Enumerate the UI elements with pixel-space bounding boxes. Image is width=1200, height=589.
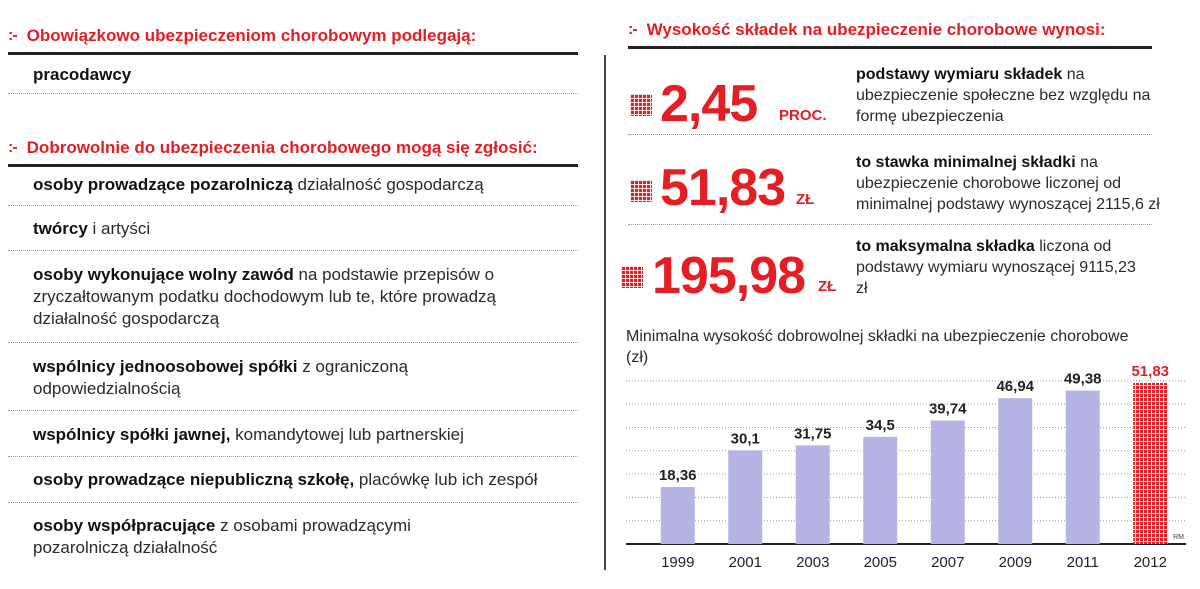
bar bbox=[863, 437, 897, 544]
item-rest: na podstawie przepisów o zryczałtowanym podatku dochodowym lub te, które prowadzą działalność gospodarczą bbox=[33, 265, 497, 328]
x-tick-label: 2007 bbox=[931, 554, 965, 571]
bar-value-label: 18,36 bbox=[658, 466, 697, 484]
grid-square-icon bbox=[621, 266, 643, 288]
list-item bbox=[33, 218, 578, 240]
dotted-divider bbox=[628, 224, 1152, 225]
bar bbox=[728, 450, 762, 544]
stat-desc-rest: na ubezpieczenie społeczne bez względu na formę ubezpieczenia bbox=[856, 66, 1151, 125]
bar bbox=[1066, 391, 1100, 544]
stat-unit: ZŁ bbox=[818, 278, 837, 295]
dotted-divider bbox=[628, 134, 1152, 135]
dotted-divider bbox=[8, 502, 578, 503]
stat-description bbox=[856, 236, 1146, 299]
stat-unit: PROC. bbox=[779, 107, 827, 124]
grid-square-icon bbox=[630, 94, 652, 116]
item-bold: pracodawcy bbox=[33, 65, 132, 84]
section-marker-icon: :- bbox=[8, 139, 17, 156]
dotted-divider bbox=[8, 342, 578, 343]
stat-value: 195,98 bbox=[652, 247, 806, 305]
divider bbox=[8, 52, 578, 55]
dotted-divider bbox=[8, 250, 578, 251]
chart-title: Minimalna wysokość dobrowolnej składki na ubezpieczenie chorobowe (zł) bbox=[626, 328, 1129, 366]
stat-desc-rest: liczona od podstawy wymiaru wynoszącej 9115,23 zł bbox=[856, 238, 1136, 297]
x-tick-label: 2012 bbox=[1133, 554, 1167, 571]
stat-value: 51,83 bbox=[660, 159, 786, 217]
grid-square-icon bbox=[630, 180, 652, 202]
bar bbox=[931, 421, 965, 544]
bar bbox=[998, 398, 1032, 544]
bar-value-label: 30,1 bbox=[730, 430, 760, 448]
credit-label: RM bbox=[1173, 534, 1184, 541]
rates-heading-text: Wysokość składek na ubezpieczenie chorobowe wynosi: bbox=[646, 20, 1106, 39]
x-tick-label: 2005 bbox=[863, 554, 897, 571]
voluntary-heading-text: Dobrowolnie do ubezpieczenia chorobowego mogą się zgłosić: bbox=[26, 138, 538, 157]
section-marker-icon: :- bbox=[8, 27, 17, 44]
item-rest: i artyści bbox=[87, 219, 151, 238]
stat-desc-bold: podstawy wymiaru składek bbox=[856, 66, 1063, 83]
bar-value-label: 49,38 bbox=[1063, 370, 1102, 388]
x-tick-label: 2003 bbox=[796, 554, 830, 571]
list-item bbox=[33, 469, 578, 491]
rates-heading bbox=[628, 20, 1105, 40]
list-item bbox=[33, 356, 473, 400]
dotted-divider bbox=[8, 93, 578, 94]
item-bold: osoby współpracujące bbox=[33, 516, 216, 535]
stat-desc-rest: na ubezpieczenie chorobowe liczonej od minimalnej podstawy wynoszącej 2115,6 zł bbox=[856, 154, 1160, 213]
bar bbox=[796, 445, 830, 544]
item-bold: osoby prowadzące pozarolniczą bbox=[33, 175, 293, 194]
item-bold: twórcy bbox=[33, 219, 88, 238]
mandatory-heading-text: Obowiązkowo ubezpieczeniom chorobowym podlegają: bbox=[26, 26, 477, 45]
x-tick-label: 2001 bbox=[728, 554, 762, 571]
column-divider bbox=[604, 55, 606, 570]
bar-value-label: 31,75 bbox=[793, 425, 832, 443]
bar-value-label: 39,74 bbox=[928, 400, 967, 418]
item-rest: placówkę lub ich zespół bbox=[354, 470, 538, 489]
highlighted-bar bbox=[1133, 383, 1167, 544]
stat-desc-bold: to maksymalna składka bbox=[856, 238, 1035, 255]
list-item bbox=[33, 515, 463, 559]
stat-value: 2,45 bbox=[660, 75, 758, 133]
item-bold: wspólnicy jednoosobowej spółki bbox=[33, 357, 298, 376]
list-item bbox=[33, 174, 578, 196]
list-item bbox=[33, 424, 578, 446]
item-bold: osoby wykonujące wolny zawód bbox=[33, 265, 294, 284]
x-tick-label: 2009 bbox=[998, 554, 1032, 571]
stat-description bbox=[856, 64, 1156, 127]
stat-description bbox=[856, 152, 1162, 215]
voluntary-heading bbox=[8, 138, 538, 158]
dotted-divider bbox=[8, 205, 578, 206]
dotted-divider bbox=[8, 410, 578, 411]
bar-value-label: 34,5 bbox=[865, 416, 895, 434]
x-tick-label: 2011 bbox=[1066, 554, 1099, 571]
item-rest: z ograniczoną odpowiedzialnością bbox=[33, 357, 409, 398]
list-item bbox=[33, 264, 578, 330]
bar-value-label: 46,94 bbox=[996, 378, 1035, 396]
item-rest: z osobami prowadzącymi pozarolniczą działalność bbox=[33, 516, 411, 557]
mandatory-heading bbox=[8, 26, 476, 46]
divider bbox=[8, 164, 578, 167]
x-tick-label: 1999 bbox=[661, 554, 695, 571]
item-rest: działalność gospodarczą bbox=[292, 175, 484, 194]
item-bold: wspólnicy spółki jawnej, bbox=[33, 425, 231, 444]
item-bold: osoby prowadzące niepubliczną szkołę, bbox=[33, 470, 355, 489]
bar-chart bbox=[620, 366, 1190, 578]
item-rest: komandytowej lub partnerskiej bbox=[230, 425, 464, 444]
list-item bbox=[33, 64, 573, 86]
bar-value-label: 51,83 bbox=[1131, 366, 1170, 380]
stat-unit: ZŁ bbox=[796, 191, 815, 208]
stat-desc-bold: to stawka minimalnej składki bbox=[856, 154, 1076, 171]
divider bbox=[628, 46, 1152, 49]
section-marker-icon: :- bbox=[628, 21, 637, 38]
dotted-divider bbox=[8, 456, 578, 457]
bar bbox=[661, 487, 695, 544]
